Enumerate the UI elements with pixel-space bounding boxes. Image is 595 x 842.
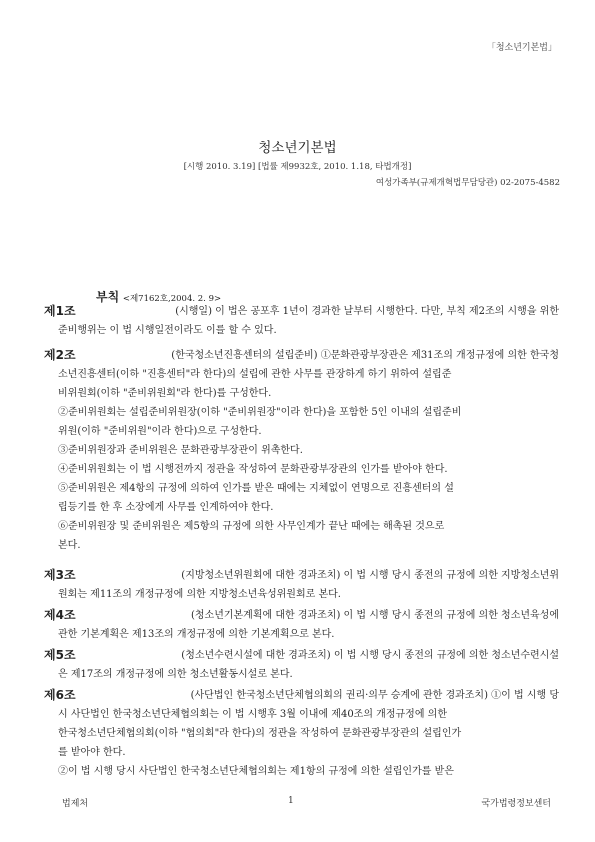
footer-publisher: 국가법령정보센터 xyxy=(481,799,551,809)
article-5 xyxy=(44,646,559,684)
article-paragraph: ⑥준비위원장 및 준비위원은 제5항의 규정에 의한 사무인계가 끝난 때에는 해촉된 것으로 xyxy=(58,521,445,532)
article-number: 제1조 xyxy=(44,304,76,318)
article-text: 시 사단법인 한국청소년단체협의회는 이 법 시행후 3월 이내에 제40조의 개정규정에 의한 xyxy=(58,709,447,720)
page-number: 1 xyxy=(288,796,294,806)
addendum-date: <제7162호,2004. 2. 9> xyxy=(122,294,222,304)
article-text: (한국청소년진흥센터의 설립준비) ①문화관광부장관은 제31조의 개정규정에 의한 한국청 xyxy=(171,350,559,361)
article-6 xyxy=(44,686,559,781)
article-paragraph: ②이 법 시행 당시 사단법인 한국청소년단체협의회는 제1항의 규정에 의한 설립인가를 받은 xyxy=(58,766,454,777)
article-number: 제2조 xyxy=(44,348,76,362)
article-text: 원회는 제11조의 개정규정에 의한 지방청소년육성위원회로 본다. xyxy=(58,589,341,600)
article-text: (청소년수련시설에 대한 경과조치) 이 법 시행 당시 종전의 규정에 의한 청소년수련시설 xyxy=(181,650,559,661)
article-text: (사단법인 한국청소년단체협의회의 권리·의무 승계에 관한 경과조치) ①이 법 시행 당 xyxy=(190,690,559,701)
article-text: 준비행위는 이 법 시행일전이라도 이를 할 수 있다. xyxy=(58,325,277,336)
footer-source: 법제처 xyxy=(62,799,89,809)
article-paragraph: 위원(이하 "준비위원"이라 한다)으로 구성한다. xyxy=(58,426,262,437)
article-paragraph: ②준비위원회는 설립준비위원장(이하 "준비위원장"이라 한다)을 포함한 5인 이내의 설립준비 xyxy=(58,407,462,418)
article-text: 비위원회(이하 "준비위원회"라 한다)를 구성한다. xyxy=(58,388,272,399)
article-1 xyxy=(44,302,559,340)
article-paragraph: 립등기를 한 후 소장에게 사무를 인계하여야 한다. xyxy=(58,502,274,513)
enactment-info: [시행 2010. 3.19] [법률 제9932호, 2010. 1.18, 타법개정] xyxy=(183,162,412,172)
article-text: 관한 기본계획은 제13조의 개정규정에 의한 기본계획으로 본다. xyxy=(58,629,335,640)
article-text: (시행일) 이 법은 공포후 1년이 경과한 날부터 시행한다. 다만, 부칙 제2조의 시행을 위한 xyxy=(175,306,559,317)
article-text: 한국청소년단체협의회(이하 "협의회"라 한다)의 정관을 작성하여 문화관광부장관의 설립인가 xyxy=(58,728,462,739)
article-number: 제5조 xyxy=(44,648,76,662)
article-text: 를 받아야 한다. xyxy=(58,747,126,758)
article-text: (청소년기본계획에 대한 경과조치) 이 법 시행 당시 종전의 규정에 의한 청소년육성에 xyxy=(190,610,559,621)
addendum-label: 부칙 xyxy=(96,290,120,304)
article-number: 제3조 xyxy=(44,568,76,582)
article-paragraph: 본다. xyxy=(58,540,81,551)
article-4 xyxy=(44,606,559,644)
article-paragraph: ⑤준비위원은 제4항의 규정에 의하여 인가를 받은 때에는 지체없이 연명으로 진흥센터의 설 xyxy=(58,483,454,494)
article-text: (지방청소년위원회에 대한 경과조치) 이 법 시행 당시 종전의 규정에 의한 지방청소년위 xyxy=(181,570,559,581)
article-paragraph: ③준비위원장과 준비위원은 문화관광부장관이 위촉한다. xyxy=(58,445,303,456)
article-2 xyxy=(44,346,559,555)
document-name-header: 「청소년기본법」 xyxy=(486,43,557,53)
article-text: 소년진흥센터(이하 "진흥센터"라 한다)의 설립에 관한 사무를 관장하게 하기 위하여 설립준 xyxy=(58,369,452,380)
ministry-contact: 여성가족부(규제개혁법무담당관) 02-2075-4582 xyxy=(375,178,560,188)
article-number: 제4조 xyxy=(44,608,76,622)
article-paragraph: ④준비위원회는 이 법 시행전까지 정관을 작성하여 문화관광부장관의 인가를 받아야 한다. xyxy=(58,464,448,475)
article-number: 제6조 xyxy=(44,688,76,702)
law-title: 청소년기본법 xyxy=(258,140,337,156)
article-text: 은 제17조의 개정규정에 의한 청소년활동시설로 본다. xyxy=(58,669,293,680)
article-3 xyxy=(44,566,559,604)
